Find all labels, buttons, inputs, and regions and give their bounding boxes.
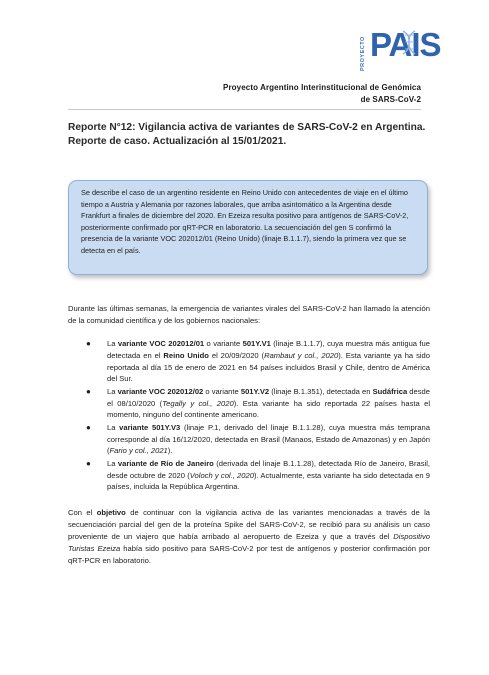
title-line-2: Reporte de caso. Actualización al 15/01/2021.	[68, 135, 287, 147]
org-line-1: Proyecto Argentino Interinstitucional de Genómica	[223, 83, 421, 92]
bullet-icon: ●	[86, 339, 91, 348]
report-title	[68, 121, 440, 148]
intro-paragraph: Durante las últimas semanas, la emergencia de variantes virales del SARS-CoV-2 han llamado la atención de la comunidad científica y de los gobiernos nacionales:	[68, 304, 430, 325]
logo-side-text: PROYECTO	[360, 36, 366, 72]
list-item: ● La variante de Río de Janeiro (derivada del linaje B.1.1.28), detectada Río de Janeiro, Brasil, desde octubre de 2020 (Voloch y col., 2020). Actualmente, esta variante ha sido detectada en 9 países, incluida la República Argentina.	[86, 458, 431, 492]
org-line-2: de SARS-CoV-2	[360, 95, 421, 104]
bullet-icon: ●	[86, 422, 91, 432]
header-divider	[68, 109, 421, 110]
list-item: ● La variante VOC 202012/01 o variante 501Y.V1 (linaje B.1.1.7), cuya muestra más antigua fue detectada en el Reino Unido el 20/09/2020 (Rambaut y col., 2020). Esta variante ya ha sido reportada al día 15 de enero de 2021 en 54 países incluidos Brasil y Chile, dentro de América del Sur.	[86, 339, 430, 384]
list-item: ● La variante 501Y.V3 (linaje P.1, derivado del linaje B.1.1.28), cuya muestra más temprana corresponde al día 16/12/2020, detectada en Brasil (Manaos, Estado de Amazonas) y en Japón (Fario y col., 2021).	[86, 422, 430, 456]
dna-helix-icon	[400, 30, 418, 60]
closing-paragraph: Con el objetivo de continuar con la vigilancia activa de las variantes mencionadas a través de la secuenciación parcial del gen de la proteína Spike del SARS-CoV-2, se recibió para su análisis un caso proveniente de un viajero que había arribado al aeropuerto de Ezeiza y que a través del Dispositivo Turistas Ezeiza había sido positivo para SARS-CoV-2 por test de antígenos y posterior confirmación por qRT-PCR en laboratorio.	[68, 508, 431, 565]
proyecto-pais-logo	[360, 26, 441, 80]
organization-name	[223, 82, 421, 106]
list-item: ● La variante VOC 202012/02 o variante 501Y.V2 (linaje B.1.351), detectada en Sudáfrica desde el 08/10/2020 (Tegally y col., 2020). Esta variante ha sido reportada 22 países hasta el momento, ninguno del continente americano.	[86, 386, 431, 420]
bullet-icon: ●	[86, 458, 91, 468]
logo-main-text: PAIS	[370, 26, 441, 63]
title-line-1: Reporte N°12: Vigilancia activa de variantes de SARS-CoV-2 en Argentina.	[68, 122, 426, 133]
variants-list	[68, 338, 430, 494]
bullet-icon: ●	[86, 386, 91, 396]
summary-box: Se describe el caso de un argentino residente en Reino Unido con antecedentes de viaje en el último tiempo a Austria y Alemania por razones laborales, que arriba asintomático a la Argentina desde Frankfurt a finales de diciembre del 2020. En Ezeiza resulta positivo para antígenos de SARS-CoV-2, posteriormente confirmado por qRT-PCR en laboratorio. La secuenciación del gen S confirmó la presencia de la variante VOC 202012/01 (Reino Unido) (linaje B.1.1.7), siendo la primera vez que se detecta en el país.	[68, 180, 428, 275]
